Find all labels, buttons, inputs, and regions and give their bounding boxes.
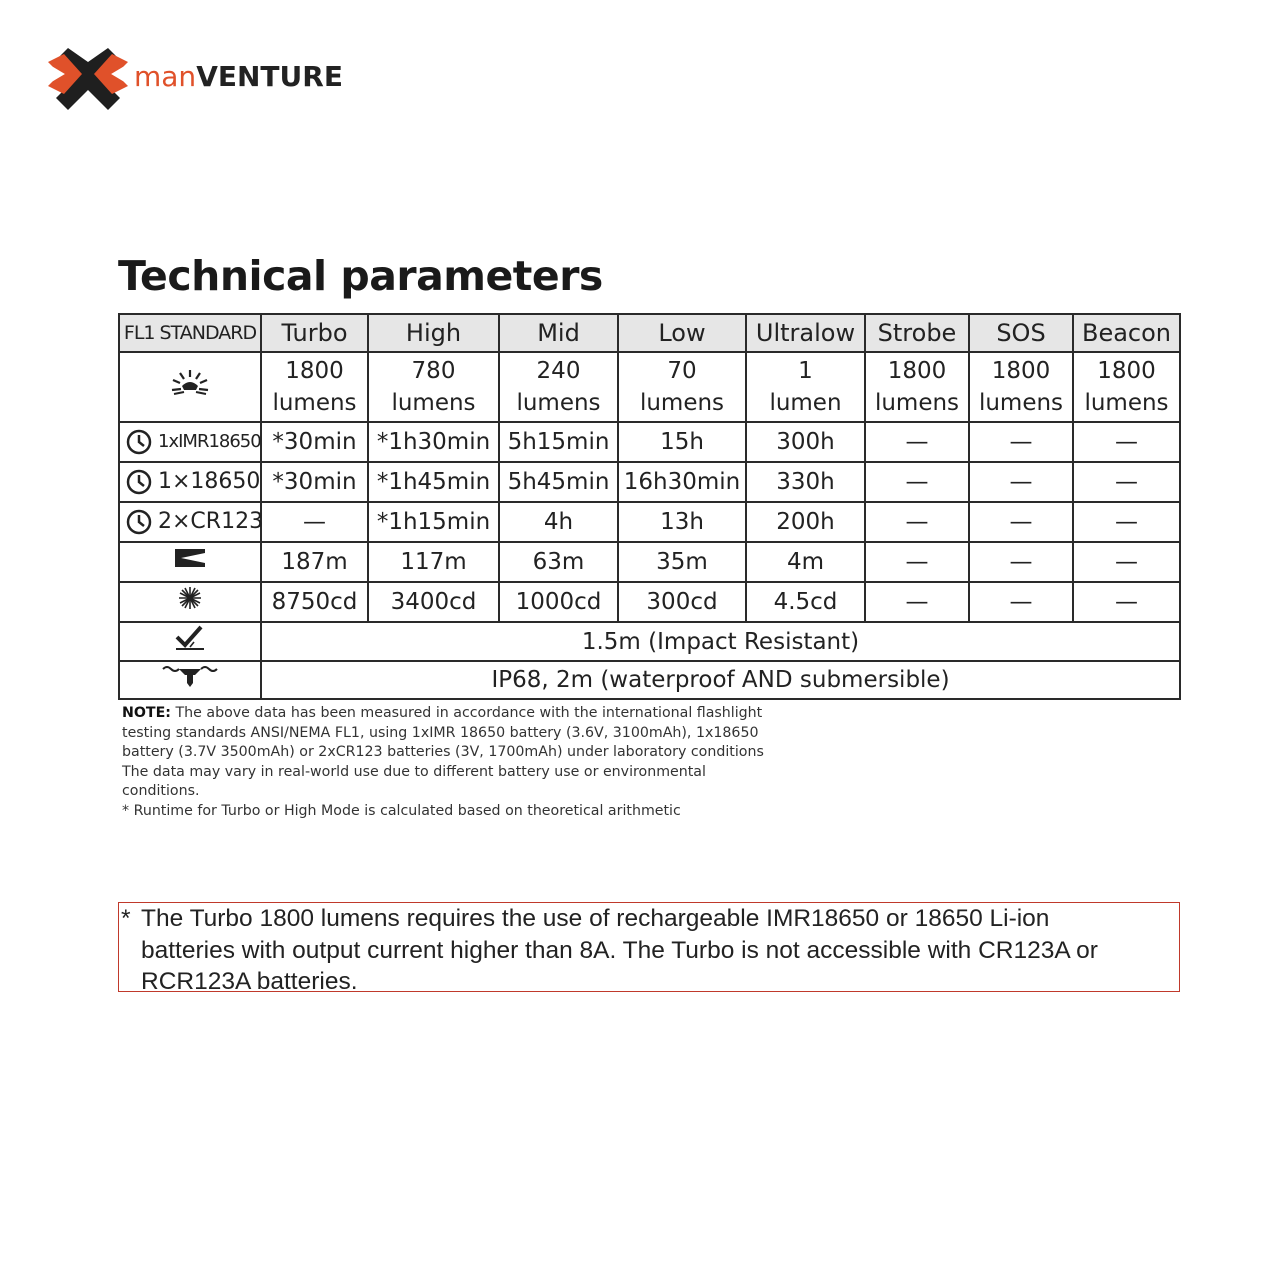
lumens-unit: lumens (874, 390, 960, 416)
lumens-value: 1800 (285, 358, 344, 384)
lumens-cell (368, 352, 499, 422)
table-cell: — (1073, 542, 1180, 582)
table-cell: 330h (746, 462, 865, 502)
runtime-row-header (119, 462, 261, 502)
table-cell: 187m (261, 542, 368, 582)
runtime-row-header (119, 502, 264, 542)
table-cell: 13h (618, 502, 746, 542)
table-cell: — (969, 542, 1073, 582)
table-row-lumens (119, 352, 1180, 422)
callout-asterisk: * (121, 905, 131, 932)
waterproof-row-header (119, 661, 261, 699)
note-line (122, 704, 772, 724)
brand-wordmark (134, 60, 343, 94)
table-cell: — (865, 582, 969, 622)
table-cell: 117m (368, 542, 499, 582)
lumens-value: 780 (411, 358, 456, 384)
light-intensity-icon (177, 585, 203, 611)
note-line: The data may vary in real-world use due to different battery use or environmental (122, 763, 706, 780)
header-mode: SOS (969, 314, 1073, 352)
table-row-runtime-cr123 (119, 502, 1180, 542)
brightness-row-header (119, 352, 261, 422)
header-mode: Beacon (1073, 314, 1180, 352)
header-mode: Turbo (261, 314, 368, 352)
turbo-requirement-callout (118, 902, 1180, 995)
lumens-cell (1073, 352, 1180, 422)
lumens-cell (746, 352, 865, 422)
table-cell: 5h15min (499, 422, 618, 462)
table-row-runtime-18650 (119, 462, 1180, 502)
note-line: testing standards ANSI/NEMA FL1, using 1xIMR 18650 battery (3.6V, 3100mAh), 1x18650 (122, 724, 759, 741)
callout-line: RCR123A batteries. (141, 968, 358, 995)
lumens-cell (618, 352, 746, 422)
header-mode: Ultralow (746, 314, 865, 352)
lumens-cell (865, 352, 969, 422)
table-cell: 1000cd (499, 582, 618, 622)
table-cell: 15h (618, 422, 746, 462)
runtime-row-header (119, 422, 261, 462)
callout-text (141, 903, 1181, 998)
lumens-unit: lumens (272, 390, 357, 416)
header-mode: High (368, 314, 499, 352)
table-cell: — (1073, 462, 1180, 502)
lumens-unit: lumens (391, 390, 476, 416)
table-cell: — (969, 462, 1073, 502)
table-cell: *1h30min (368, 422, 499, 462)
table-cell: 4h (499, 502, 618, 542)
table-cell: — (865, 422, 969, 462)
table-cell: *1h45min (368, 462, 499, 502)
runtime-battery-label: 1xIMR18650 (158, 431, 261, 452)
impact-value: 1.5m (Impact Resistant) (261, 622, 1180, 661)
lumens-cell (261, 352, 368, 422)
table-cell: — (969, 502, 1073, 542)
lumens-unit: lumens (978, 390, 1064, 416)
lumens-cell (969, 352, 1073, 422)
distance-row-header (119, 542, 261, 582)
note-line: * Runtime for Turbo or High Mode is calculated based on theoretical arithmetic (122, 802, 681, 819)
clock-icon (126, 429, 152, 455)
callout-line: batteries with output current higher than 8A. The Turbo is not accessible with CR123A or (141, 936, 1098, 964)
runtime-battery-label: 1×18650 (158, 469, 261, 494)
table-cell: — (1073, 582, 1180, 622)
table-cell: 35m (618, 542, 746, 582)
lumens-unit: lumens (639, 390, 725, 416)
brand-logo (46, 40, 346, 114)
table-row-impact (119, 622, 1180, 661)
waterproof-value: IP68, 2m (waterproof AND submersible) (261, 661, 1180, 699)
table-cell: 16h30min (618, 462, 746, 502)
table-cell: — (865, 542, 969, 582)
table-cell: 300cd (618, 582, 746, 622)
table-row-intensity (119, 582, 1180, 622)
clock-icon (126, 509, 152, 535)
callout-line: The Turbo 1800 lumens requires the use of rechargeable IMR18650 or 18650 Li-ion (141, 905, 1050, 932)
sunburst-icon (168, 368, 212, 398)
table-cell: 200h (746, 502, 865, 542)
lumens-unit: lumens (1084, 390, 1169, 416)
manventure-emblem-icon (46, 40, 130, 114)
intensity-row-header (119, 582, 261, 622)
table-cell: 3400cd (368, 582, 499, 622)
table-cell: *30min (261, 462, 368, 502)
header-mode: Low (618, 314, 746, 352)
header-mode: Mid (499, 314, 618, 352)
waterproof-icon (161, 663, 219, 689)
table-row-distance (119, 542, 1180, 582)
lumens-value: 1800 (1097, 358, 1156, 384)
table-cell: *30min (261, 422, 368, 462)
table-row-waterproof (119, 661, 1180, 699)
header-mode: Strobe (865, 314, 969, 352)
impact-row-header (119, 622, 261, 661)
lumens-value: 1800 (991, 358, 1051, 384)
lumens-unit: lumens (516, 390, 601, 416)
note-line: battery (3.7V 3500mAh) or 2xCR123 batteries (3V, 1700mAh) under laboratory conditions (122, 744, 764, 760)
table-cell: — (1073, 502, 1180, 542)
table-cell: 300h (746, 422, 865, 462)
table-cell: — (1073, 422, 1180, 462)
table-cell: 5h45min (499, 462, 618, 502)
table-cell: — (865, 462, 969, 502)
table-header-row (119, 314, 1180, 352)
table-cell: 4.5cd (746, 582, 865, 622)
table-cell: 8750cd (261, 582, 368, 622)
table-cell: — (969, 422, 1073, 462)
table-cell: *1h15min (368, 502, 499, 542)
note-line: conditions. (122, 783, 200, 799)
table-cell: — (261, 502, 368, 542)
lumens-value: 1 (798, 358, 813, 384)
lumens-value: 70 (667, 358, 697, 384)
brand-part-man: man (134, 60, 197, 93)
table-cell: — (969, 582, 1073, 622)
clock-icon (126, 469, 152, 495)
table-row-runtime-imr (119, 422, 1180, 462)
impact-resistance-icon (174, 623, 206, 651)
table-cell: 63m (499, 542, 618, 582)
header-fl1-standard: FL1 STANDARD (119, 314, 261, 352)
lumens-value: 240 (536, 358, 581, 384)
measurement-note (122, 704, 772, 821)
note-text: The above data has been measured in accordance with the international flashlight (170, 705, 763, 721)
lumens-value: 1800 (887, 358, 947, 384)
lumens-unit: lumen (769, 390, 842, 416)
brand-part-venture: VENTURE (196, 60, 343, 93)
table-cell: — (865, 502, 969, 542)
beam-distance-icon (173, 547, 207, 569)
note-label: NOTE: (122, 705, 171, 721)
page-title: Technical parameters (118, 252, 603, 300)
runtime-battery-label: 2×CR123 (158, 509, 264, 534)
lumens-cell (499, 352, 618, 422)
table-cell: 4m (746, 542, 865, 582)
technical-parameters-table (118, 313, 1181, 700)
